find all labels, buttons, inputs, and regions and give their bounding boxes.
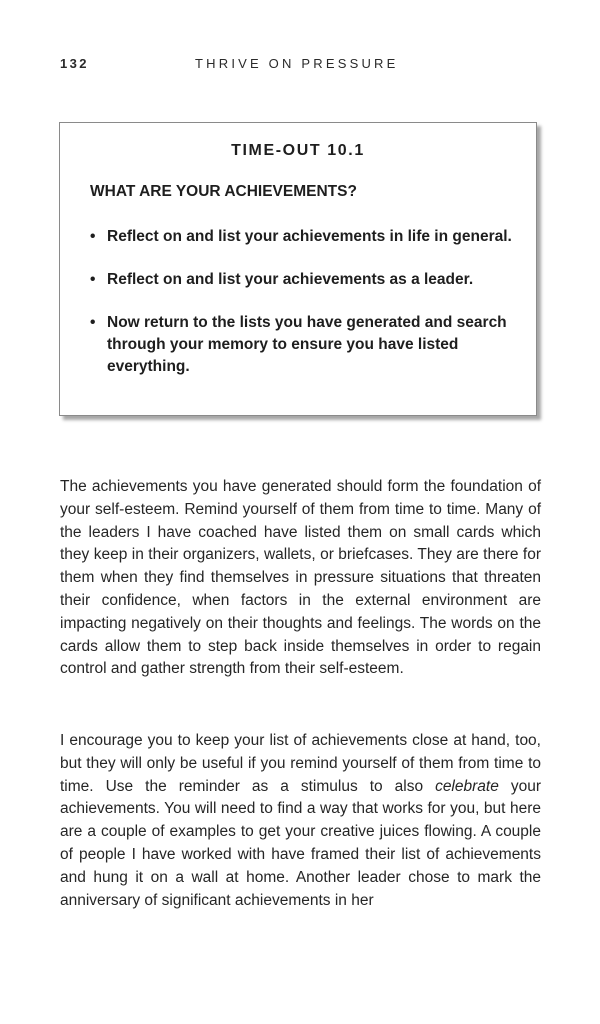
time-out-title: TIME-OUT 10.1 [231, 142, 365, 159]
page-number: 132 [60, 56, 89, 71]
time-out-list [90, 226, 515, 399]
time-out-subtitle: WHAT ARE YOUR ACHIEVEMENTS? [90, 183, 357, 200]
emphasized-word: celebrate [435, 777, 499, 795]
running-head [60, 56, 540, 74]
body-paragraph-1: The achievements you have generated should form the foundation of your self-esteem. Remind yourself of them from time to time. Many of the leaders I have coached have listed them on small cards which they keep in their organizers, wallets, or briefcases. They are there for them when they find themselves in pressure situations that threaten their confidence, when factors in the external environment are impacting negatively on their thoughts and feelings. The words on the cards allow them to step back inside themselves in order to regain control and gather strength from their self-esteem. [60, 478, 541, 678]
body-paragraph-2 [60, 730, 541, 912]
book-title: THRIVE ON PRESSURE [195, 56, 399, 71]
time-out-item: • Reflect on and list your achievements in life in general. [90, 226, 515, 248]
paragraph-2-text-start: I encourage you to keep your list of achievements close at hand, too, but they will only be useful if you remind yourself of them from time to time. Use the reminder as a stimulus to also [60, 732, 541, 795]
paragraph-2-text-end: your achievements. You will need to find a way that works for you, but here are a couple of examples to get your creative juices flowing. A couple of people I have worked with have framed their list of achievements and hung it on a wall at home. Another leader chose to mark the anniversary of significant achievements in her [60, 777, 541, 909]
time-out-box [59, 122, 537, 416]
time-out-item: • Now return to the lists you have generated and search through your memory to ensure you have listed everything. [90, 312, 515, 378]
time-out-item: • Reflect on and list your achievements as a leader. [90, 269, 515, 291]
